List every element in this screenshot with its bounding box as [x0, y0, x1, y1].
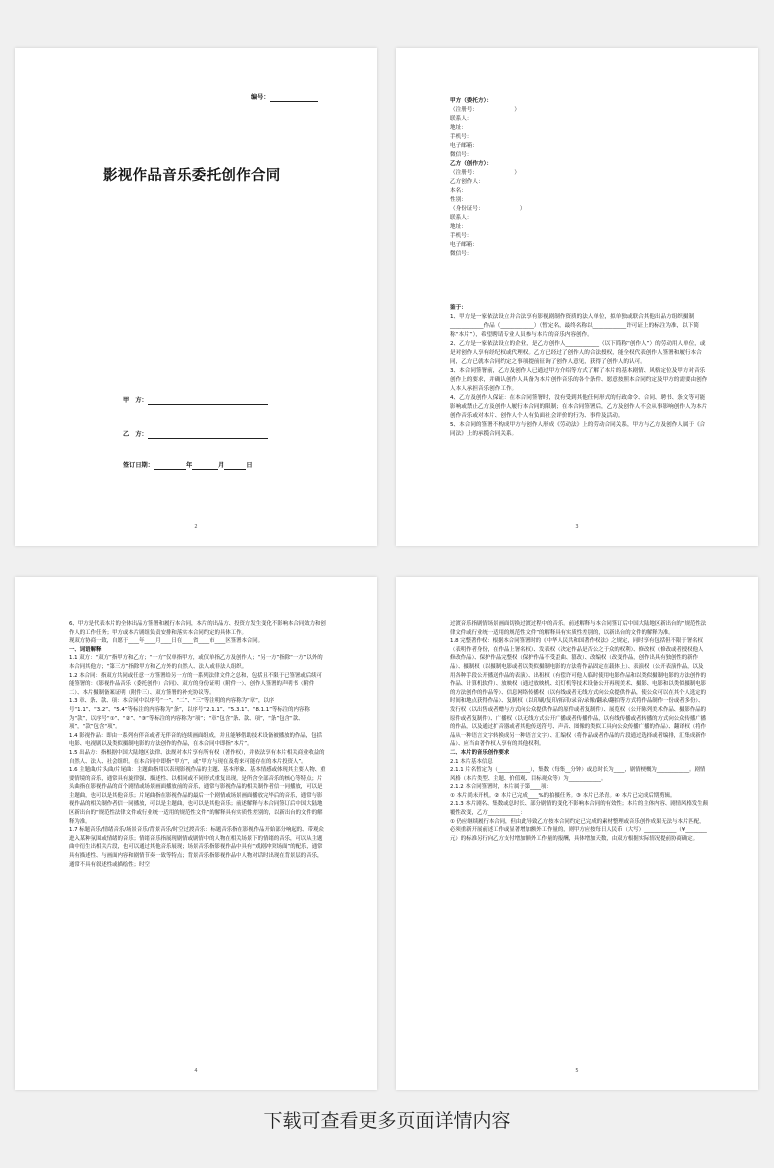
party-line: 联系人： [450, 215, 473, 221]
item-para: 2.1.2 本合同签署时，本片属于第____项： [450, 784, 552, 791]
section-heading: 二、本片的音乐创作要求 [450, 749, 510, 756]
party-line: 手机号： [450, 233, 473, 239]
definitions-body [69, 620, 327, 869]
party-line: （注册号： ） [450, 170, 520, 176]
party-line: 乙方（创作方）： [450, 161, 492, 167]
party-line: 手机号： [450, 134, 473, 140]
party-a-blank [148, 397, 268, 405]
party-line: 本名： [450, 188, 467, 194]
contract-page-parties [396, 48, 758, 546]
download-more-text: 下载可查看更多页面详情内容 [263, 1110, 511, 1132]
definition-para: 1.6 主题曲/片头曲/片尾曲：主题曲指用以表现影视作品的主题、基本形象、基本情感或体现其主要人物、重要情境的音乐，通常具有旋律强、描述性、以相同或不同形式重复出现，是所含全部音乐的核心等特点；片头曲指在影视作品的首个剧情或场景画面播放前的音乐，通常与影视作品的相关制作者信一同播放，可以是主题曲，也可以是其他音乐；片尾曲指在影视作品的最后一个剧情或场景画面播放完毕后的音乐，通常与影视作品的相关制作者信一同播放，可以是主题曲，也可以是其他音乐；前述解释与本合同签订后中国大陆地区新出台的“规范性法律文件或行业统一适用的规范性文件”的解释具有实质性差别的，以新出台的文件的解释为准。 [69, 767, 326, 825]
day-blank [224, 462, 246, 470]
year-blank [154, 462, 186, 470]
contract-number-row [251, 93, 318, 102]
party-line: 联系人： [450, 116, 473, 122]
preamble-para: 4、乙方及创作人保证：在本合同签署时，没有受到其他任何形式的行政命令、合同、聘书、条文等可能影响或禁止乙方及创作人履行本合同的限制；在本合同签署后，乙方及创作人不会从事影响创作人为本片创作音乐或对本片、创作人个人有负面社会评价的行为、事件及活动。 [450, 395, 708, 419]
page-number: 3 [575, 524, 579, 530]
body-para: 现双方协商一致，自愿于____年____月____日在____省____市____区签署本合同。 [69, 638, 264, 645]
item-para: 2.1.3 本片剧名、集数或总时长、部分剧情的变化不影响本合同的有效性；本片的主体内容、剧情风格发生颠覆性改变，乙方____________： [450, 801, 709, 817]
contract-number-blank [270, 94, 318, 102]
party-line: 地址： [450, 125, 467, 131]
preamble-para: 1、甲方是一家依法设立并合法享有影视剧制作资质的法人单位，拟单独或联合其他出品方组织摄制____________作品（____________）（暂定名，最终名称以____________许可证上的标注为准，以下简称“本片”），希望聘请专业人员参与本片的音乐内容创作。 [450, 314, 699, 338]
preamble [450, 304, 708, 439]
preamble-para: 2、乙方是一家依法设立的企业，是乙方创作人____________（以下简称“创作人”）的劳动用人单位，或是对创作人享有经纪权或代理权。乙方已经过了创作人的合法授权，能全权代表创作人签署和履行本合同，乙方已就本合同约定之事项提前征询了创作人意见，获得了创作人的认可。 [450, 341, 706, 365]
party-line: 地址： [450, 224, 467, 230]
party-line: 甲方（委托方）： [450, 98, 492, 104]
party-line: 微信号： [450, 251, 473, 257]
definition-para: 1.4 影视作品：即由一系列有伴音或者无伴音的连续画面组成，并且能够借助技术设备被播放的作品，包括电影、电视剧以及类似摄制电影的方法创作的作品，在本合同中即指“本片”。 [69, 732, 322, 748]
month-blank [192, 462, 218, 470]
party-line: 性别： [450, 197, 467, 203]
contract-title: 影视作品音乐委托创作合同 [103, 168, 281, 184]
body-para: 6、甲方是代表本片的全体出品方签署和履行本合同，本片的出品方、投资方发生变化不影响本合同效力和创作人的工作任务；甲方或本片剧组负责安排和落实本合同约定的具体工作。 [69, 621, 326, 636]
body-para: 过渡音乐指剧情场景画面切换过渡过程中的音乐。前述解释与本合同签订后中国大陆地区新出台的“规范性法律文件或行业统一适用的规范性文件”的解释具有实质性差别的，以新出台的文件的解释为准。 [450, 621, 707, 636]
item-para: ① 仍应继续履行本合同，但由此导致乙方按本合同约定已完成的素材整理或音乐创作成果无法与本片匹配，必须重新开展前述工作或显著增加额外工作量的，则甲方应按每日人民币（大写）____________（¥________元）的标准另行向乙方支付增加额外工作量的报酬，具体增加天数，由双方根据实际情况提前协商确定。 [450, 818, 707, 842]
page-number: 5 [575, 1068, 579, 1074]
contract-number-label: 编号： [251, 94, 270, 101]
body-para: 1.8 完整著作权：根据本合同签署时的《中华人民共和国著作权法》之规定，同时享有包括但不限于署名权（表明作者身份，在作品上署名权）、发表权（决定作品是否公之于众的权利）、修改权（修改或者授权他人修改作品）、保护作品完整权（保护作品不受歪曲、篡改）、改编权（改变作品，创作出具有独创性的新作品）、摄制权（以摄制电影或者以类似摄制电影的方法将作品固定在载体上）、表演权（公开表演作品，以及用各种手段公开播送作品的表演）、出租权（有偿许可他人临时使用电影作品和以类似摄制电影的方法创作的作品、计算机软件）、放映权（通过放映机、幻灯机等技术设备公开再现美术、摄影、电影和以类似摄制电影的方法创作的作品等）、信息网络传播权（以有线或者无线方式向公众提供作品，使公众可以在其个人选定的时间和地点获得作品）、复制权（以印刷/复印/拓印/录音/录像/翻录/翻拍等方式将作品制作一份或者多份）、发行权（以出售或者赠与方式向公众提供作品的原件或者复制件）、展览权（公开陈列美术作品、摄影作品的原件或者复制件）、广播权（以无线方式公开广播或者传播作品，以有线传播或者转播的方式向公众传播广播的作品，以及通过扩音器或者其他传送符号、声音、图像的类似工具向公众传播广播的作品）、翻译权（将作品从一种语言文字转换成另一种语言文字）、汇编权（将作品或者作品的片段通过选择或者编排，汇集成新作品）、应当由著作权人享有的其他权利。 [450, 638, 707, 748]
page-number: 2 [194, 524, 198, 530]
sign-date-row [123, 461, 253, 470]
page-number: 4 [194, 1068, 198, 1074]
preamble-para: 5、本合同的签署不构成甲方与创作人形成《劳动法》上的劳动合同关系，甲方与乙方及创作人属于《合同法》上的承揽合同关系。 [450, 422, 706, 437]
party-a-row [123, 396, 268, 405]
year-label: 年 [185, 462, 193, 469]
subsection-heading: 2.1 本片基本信息 [450, 758, 493, 765]
preamble-title: 鉴于： [450, 305, 467, 311]
item-para: ① 本片尚未开机。② 本片已完成____%的拍摄任务。③ 本片已杀青。④ 本片已完成后期剪辑。 [450, 792, 676, 799]
month-label: 月 [218, 462, 225, 469]
party-line: （身份证号： ） [450, 206, 526, 212]
definition-para: 1.3 章、条、款、项：本合同中以序号“一”、“二”、“三”等注明的内容称为“章”，以序号“1.1”、“3.2”、“5.4”等标注的内容称为“条”，以序号“2.1.1”、“5.3.1”、“8.1.1”等标注的内容称为“款”，以序号“①”、“②”、“③”等标注的内容称为“项”；“章”包含“条、款、项”，“条”包含“款、项”，“款”包含“项”。 [69, 698, 310, 731]
definition-para: 1.1 双方：“双方”指甲方和乙方；“一方”仅单指甲方，或仅单指乙方及创作人；“另一方”指除“一方”以外的本合同其他方；“第三方”指除甲方和乙方外的自然人、法人或非法人组织。 [69, 655, 323, 670]
definition-para: 1.7 标题音乐/情绪音乐/场景音乐/背景音乐/时空过渡音乐：标题音乐指在影视作品开始部分响起的、带观众进入某种氛围或情绪的音乐；情绪音乐指展现剧情或剧情中的人物在相关场景下的情绪的音乐，可以从主题曲中衍生出相关片段，也可以通过其他音乐展现；场景音乐指影视作品中具有“戏剧冲突场面”的配乐，通常具有描述性、与画面内容和剧情节奏一致等特点；背景音乐指影视作品中人物对话时出现在背景层的音乐，通常不具有叙述性或描绘性；时空 [69, 827, 324, 868]
item-para: 2.1.1 片名暂定为（____________），集数（每集__分钟）或总时长为____，剧情梗概为____________。剧情风格（本片类型、主题、价值观、目标观众等）为____________。 [450, 767, 706, 782]
party-b-blank [148, 431, 268, 439]
party-line: 电子邮箱： [450, 242, 478, 248]
party-line: （注册号： ） [450, 107, 520, 113]
party-line: 微信号： [450, 152, 473, 158]
preamble-para: 3、本合同签署前，乙方及创作人已通过甲方介绍等方式了解了本片的基本剧情、风格定位及甲方对音乐创作上的要求，并确认创作人具备为本片创作音乐的各个条件、愿意按照本合同约定及甲方的需要由创作人本人承担音乐创作工作。 [450, 368, 708, 392]
party-b-row [123, 430, 268, 439]
party-line: 电子邮箱： [450, 143, 478, 149]
contract-page-cover [15, 48, 377, 546]
contract-page-requirements [396, 577, 758, 1090]
section-heading: 一、词语解释 [69, 646, 102, 653]
requirements-body [450, 620, 708, 843]
day-label: 日 [246, 462, 253, 469]
definition-para: 1.2 本合同：指双方共同或任意一方签署给另一方的一系列法律文件之总和，包括且不限于已签署或后续可能签署的：《影视作品音乐（委托创作）合同》、双方的身份证明（附件一）、创作人签署的声明书（附件二）、本片摄制备案证明（附件三）、双方签署的补充协议等。 [69, 672, 322, 696]
party-line: 乙方创作人： [450, 179, 484, 185]
contract-page-definitions [15, 577, 377, 1090]
party-a-label: 甲 方： [123, 397, 148, 404]
party-b-label: 乙 方： [123, 431, 148, 438]
definition-para: 1.5 出品方：指根据中国大陆地区法律、法规对本片享有所有权（著作权），并依法享有本片相关商业收益的自然人、法人、社会组织。在本合同中即指“甲方”，或“甲方与现在及将来可能存在的本片投资人”。 [69, 749, 325, 765]
parties-list [450, 97, 708, 259]
sign-date-label: 签订日期： [123, 462, 154, 469]
